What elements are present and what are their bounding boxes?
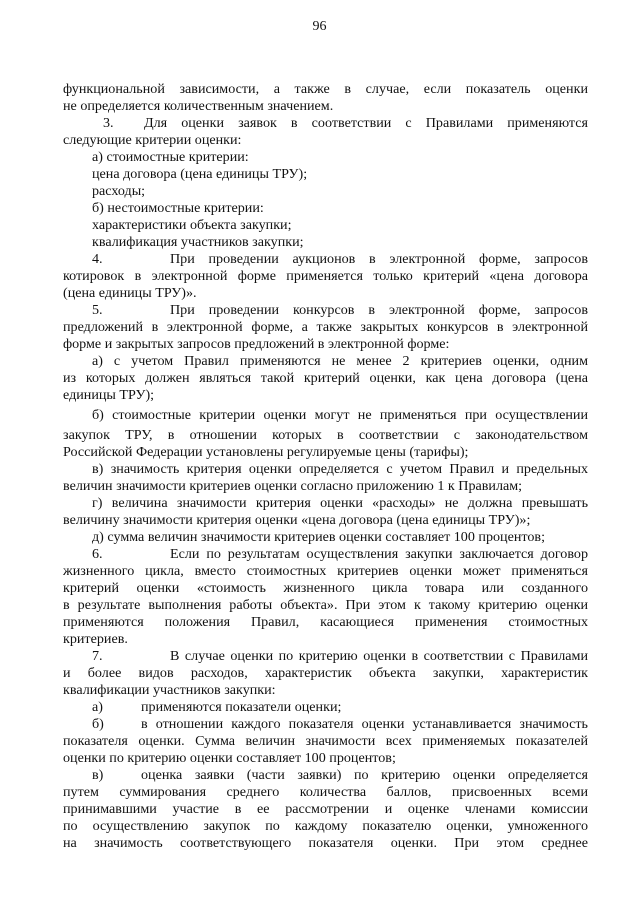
- paragraph-4-first-line: [63, 251, 588, 268]
- text-line: При проведении конкурсов в электронной форме, запросов: [170, 302, 588, 318]
- text-line: характеристики объекта закупки;: [92, 217, 292, 233]
- text-line: Для оценки заявок в соответствии с Правилами применяются: [144, 115, 588, 131]
- text-line: закупок ТРУ, в отношении которых в соответствии с законодательством: [63, 427, 588, 443]
- text-line: величин значимости критериев оценки согласно приложению 1 к Правилам;: [63, 478, 523, 494]
- text-line: Российской Федерации установлены регулируемые цены (тарифы);: [63, 444, 469, 460]
- text-line: показателя оценки. Сумма величин значимости всех применяемых показателей: [63, 733, 588, 749]
- paragraph-5-first-line: [63, 302, 588, 319]
- text-line: котировок в электронной форме применяется только критерий «цена договора: [63, 268, 588, 284]
- text-line: квалификации участников закупки:: [63, 682, 276, 698]
- paragraph-6-first-line: [63, 546, 588, 563]
- text-line: г) величина значимости критерия оценки «расходы» не должна превышать: [92, 495, 588, 511]
- text-line: Если по результатам осуществления закупки заключается договор: [170, 546, 588, 562]
- text-line: д) сумма величин значимости критериев оценки составляет 100 процентов;: [92, 529, 545, 545]
- text-line: жизненного цикла, вместо стоимостных критериев оценки может применяться: [63, 563, 588, 579]
- text-line: квалификация участников закупки;: [92, 234, 304, 250]
- text-line: применяются положения Правил, касающиеся применения стоимостных: [63, 614, 588, 630]
- text-line: (цена единицы ТРУ)».: [63, 285, 197, 301]
- text-line: функциональной зависимости, а также в случае, если показатель оценки: [63, 81, 588, 97]
- text-line: путем суммирования среднего количества баллов, присвоенных всеми: [63, 784, 588, 800]
- text-line: В случае оценки по критерию оценки в соответствии с Правилами: [170, 648, 588, 664]
- document-body: [63, 81, 588, 852]
- list-item-v: [63, 767, 588, 784]
- text-line: предложений в электронной форме, а также закрытых конкурсов в электронной: [63, 319, 588, 335]
- paragraph-3-first-line: [63, 115, 588, 132]
- paragraph-number: 5.: [92, 302, 103, 318]
- text-line: в отношении каждого показателя оценки устанавливается значимость: [141, 716, 588, 732]
- list-marker: б): [92, 716, 104, 732]
- paragraph-number: 6.: [92, 546, 103, 562]
- list-marker: в): [92, 767, 104, 783]
- text-line: из которых должен являться такой критерий оценки, как цена договора (цена: [63, 370, 588, 386]
- text-line: б) нестоимостные критерии:: [92, 200, 264, 216]
- paragraph-number: 4.: [92, 251, 103, 267]
- paragraph-number: 3.: [103, 115, 114, 131]
- text-line: единицы ТРУ);: [63, 387, 155, 403]
- text-line: в) значимость критерия оценки определяется с учетом Правил и предельных: [92, 461, 588, 477]
- text-line: и более видов расходов, характеристик объекта закупки, характеристик: [63, 665, 588, 681]
- text-line: а) стоимостные критерии:: [92, 149, 249, 165]
- text-line: оценки по критерию оценки составляет 100 процентов;: [63, 750, 396, 766]
- text-line: форме и закрытых запросов предложений в электронной форме:: [63, 336, 450, 352]
- text-line: по осуществлению закупок по каждому показателю оценки, умноженного: [63, 818, 588, 834]
- text-line: в результате выполнения работы объекта». При этом к такому критерию оценки: [63, 597, 588, 613]
- text-line: цена договора (цена единицы ТРУ);: [92, 166, 308, 182]
- text-line: следующие критерии оценки:: [63, 132, 242, 148]
- text-line: При проведении аукционов в электронной форме, запросов: [170, 251, 588, 267]
- list-marker: а): [92, 699, 103, 715]
- page-number: 96: [312, 19, 327, 34]
- text-line: б) стоимостные критерии оценки могут не применяться при осуществлении: [92, 407, 588, 423]
- text-line: а) с учетом Правил применяются не менее 2 критериев оценки, одним: [92, 353, 588, 369]
- text-line: величину значимости критерия оценки «цена договора (цена единицы ТРУ)»;: [63, 512, 531, 528]
- text-line: не определяется количественным значением.: [63, 98, 334, 114]
- text-line: расходы;: [92, 183, 146, 199]
- paragraph-7-first-line: [63, 648, 588, 665]
- text-line: оценка заявки (части заявки) по критерию оценки определяется: [141, 767, 588, 783]
- paragraph-number: 7.: [92, 648, 103, 664]
- text-line: принимавшими участие в ее рассмотрении и оценке членами комиссии: [63, 801, 588, 817]
- list-item-a: [63, 699, 588, 716]
- text-line: критерий оценки «стоимость жизненного цикла товара или созданного: [63, 580, 588, 596]
- text-line: применяются показатели оценки;: [141, 699, 342, 715]
- list-item-b: [63, 716, 588, 733]
- text-line: критериев.: [63, 631, 128, 647]
- text-line: на значимость соответствующего показателя оценки. При этом среднее: [63, 835, 588, 851]
